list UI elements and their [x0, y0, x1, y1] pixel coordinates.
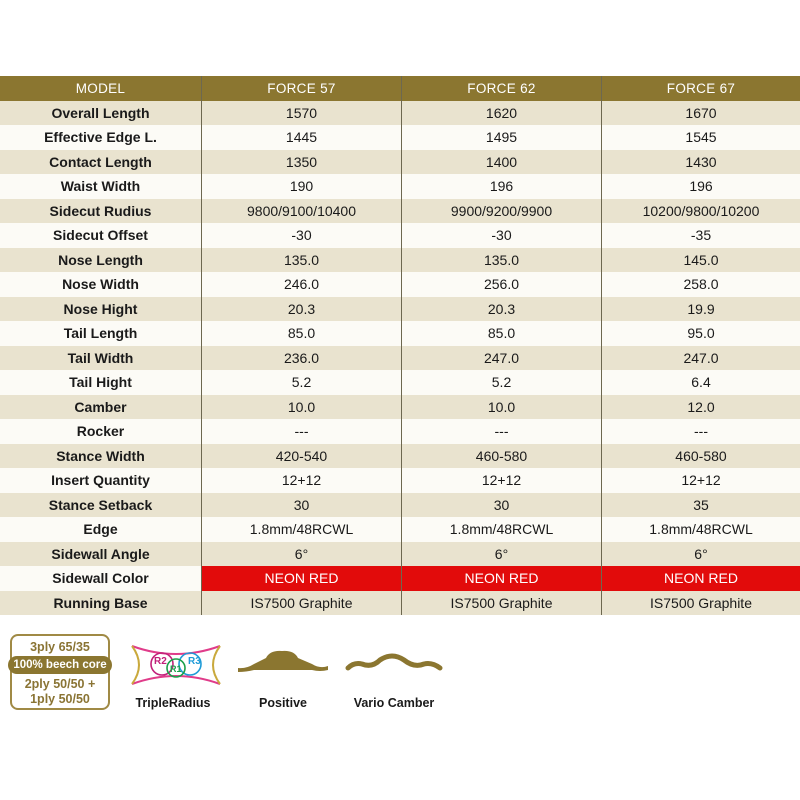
- vario-camber-icon: [344, 650, 444, 680]
- row-label: Running Base: [0, 591, 201, 616]
- table-row: [0, 591, 800, 616]
- core-line-2: 100% beech core: [8, 656, 112, 674]
- row-value: 19.9: [601, 297, 800, 322]
- row-value: -35: [601, 223, 800, 248]
- row-value: 145.0: [601, 248, 800, 273]
- positive-label: Positive: [259, 696, 307, 710]
- row-label: Overall Length: [0, 101, 201, 126]
- row-value: 12.0: [601, 395, 800, 420]
- table-row: [0, 542, 800, 567]
- table-row: [0, 174, 800, 199]
- row-value: 1400: [401, 150, 601, 175]
- row-value: ---: [401, 419, 601, 444]
- vario-camber-label: Vario Camber: [353, 696, 435, 710]
- row-value: 85.0: [201, 321, 401, 346]
- row-label: Effective Edge L.: [0, 125, 201, 150]
- row-label: Waist Width: [0, 174, 201, 199]
- row-value: IS7500 Graphite: [201, 591, 401, 616]
- row-value: 460-580: [601, 444, 800, 469]
- table-row: [0, 199, 800, 224]
- row-value: 9800/9100/10400: [201, 199, 401, 224]
- table-row: [0, 346, 800, 371]
- row-value: 1430: [601, 150, 800, 175]
- row-value: 1620: [401, 101, 601, 126]
- row-value: 247.0: [401, 346, 601, 371]
- row-value: 6°: [401, 542, 601, 567]
- row-value: 1350: [201, 150, 401, 175]
- row-label: Sidecut Offset: [0, 223, 201, 248]
- row-value: ---: [601, 419, 800, 444]
- row-label: Nose Hight: [0, 297, 201, 322]
- table-body: [0, 101, 800, 616]
- row-value: 12+12: [601, 468, 800, 493]
- row-value: 9900/9200/9900: [401, 199, 601, 224]
- r3-label: R3: [188, 656, 201, 667]
- table-row: [0, 370, 800, 395]
- row-value: IS7500 Graphite: [401, 591, 601, 616]
- header-force-67: FORCE 67: [601, 76, 800, 101]
- row-value: 20.3: [201, 297, 401, 322]
- r1-label: R1: [170, 664, 182, 674]
- row-value: NEON RED: [601, 566, 800, 591]
- row-label: Tail Width: [0, 346, 201, 371]
- table-row: [0, 468, 800, 493]
- row-label: Sidewall Angle: [0, 542, 201, 567]
- row-value: 196: [401, 174, 601, 199]
- row-value: 247.0: [601, 346, 800, 371]
- core-line-4: 1ply 50/50: [30, 692, 90, 706]
- table-header-row: [0, 76, 800, 101]
- row-value: 256.0: [401, 272, 601, 297]
- row-label: Nose Width: [0, 272, 201, 297]
- spec-table: [0, 76, 800, 615]
- header-model: MODEL: [0, 76, 201, 101]
- header-force-57: FORCE 57: [201, 76, 401, 101]
- row-value: 246.0: [201, 272, 401, 297]
- header-force-62: FORCE 62: [401, 76, 601, 101]
- row-value: 196: [601, 174, 800, 199]
- row-value: 190: [201, 174, 401, 199]
- table-row: [0, 395, 800, 420]
- row-value: ---: [201, 419, 401, 444]
- row-value: 5.2: [401, 370, 601, 395]
- row-value: NEON RED: [401, 566, 601, 591]
- row-value: 135.0: [401, 248, 601, 273]
- row-value: -30: [401, 223, 601, 248]
- row-value: 20.3: [401, 297, 601, 322]
- row-value: 85.0: [401, 321, 601, 346]
- row-value: 1495: [401, 125, 601, 150]
- row-value: 1.8mm/48RCWL: [201, 517, 401, 542]
- row-value: 30: [201, 493, 401, 518]
- table-row: [0, 517, 800, 542]
- row-value: 12+12: [401, 468, 601, 493]
- row-value: -30: [201, 223, 401, 248]
- table-row: [0, 493, 800, 518]
- table-row: [0, 566, 800, 591]
- row-value: 1.8mm/48RCWL: [401, 517, 601, 542]
- row-value: 10200/9800/10200: [601, 199, 800, 224]
- row-value: 35: [601, 493, 800, 518]
- row-label: Contact Length: [0, 150, 201, 175]
- core-construction-badge: [10, 634, 110, 710]
- row-value: 95.0: [601, 321, 800, 346]
- table-row: [0, 419, 800, 444]
- row-value: 6°: [601, 542, 800, 567]
- row-value: 420-540: [201, 444, 401, 469]
- table-row: [0, 248, 800, 273]
- row-value: 5.2: [201, 370, 401, 395]
- row-label: Insert Quantity: [0, 468, 201, 493]
- core-line-3: 2ply 50/50 +: [24, 677, 96, 691]
- table-row: [0, 272, 800, 297]
- row-value: 10.0: [401, 395, 601, 420]
- row-value: 12+12: [201, 468, 401, 493]
- row-value: 6.4: [601, 370, 800, 395]
- triple-radius-icon: [128, 640, 224, 690]
- row-label: Sidewall Color: [0, 566, 201, 591]
- row-value: 6°: [201, 542, 401, 567]
- table-row: [0, 101, 800, 126]
- table-row: [0, 321, 800, 346]
- row-value: 1670: [601, 101, 800, 126]
- table-row: [0, 150, 800, 175]
- table-row: [0, 444, 800, 469]
- row-value: 1445: [201, 125, 401, 150]
- row-label: Edge: [0, 517, 201, 542]
- row-value: 1.8mm/48RCWL: [601, 517, 800, 542]
- row-label: Tail Hight: [0, 370, 201, 395]
- row-value: 460-580: [401, 444, 601, 469]
- row-label: Rocker: [0, 419, 201, 444]
- row-label: Stance Setback: [0, 493, 201, 518]
- table-row: [0, 297, 800, 322]
- row-label: Nose Length: [0, 248, 201, 273]
- triple-radius-label: TripleRadius: [135, 696, 211, 710]
- table-row: [0, 223, 800, 248]
- row-value: 236.0: [201, 346, 401, 371]
- row-value: 135.0: [201, 248, 401, 273]
- row-value: NEON RED: [201, 566, 401, 591]
- row-value: 1570: [201, 101, 401, 126]
- table-row: [0, 125, 800, 150]
- row-value: 30: [401, 493, 601, 518]
- row-value: 10.0: [201, 395, 401, 420]
- row-label: Camber: [0, 395, 201, 420]
- row-label: Stance Width: [0, 444, 201, 469]
- core-line-1: 3ply 65/35: [30, 640, 90, 654]
- row-label: Sidecut Rudius: [0, 199, 201, 224]
- row-label: Tail Length: [0, 321, 201, 346]
- row-value: IS7500 Graphite: [601, 591, 800, 616]
- row-value: 1545: [601, 125, 800, 150]
- r2-label: R2: [154, 656, 167, 667]
- row-value: 258.0: [601, 272, 800, 297]
- positive-camber-icon: [236, 648, 330, 678]
